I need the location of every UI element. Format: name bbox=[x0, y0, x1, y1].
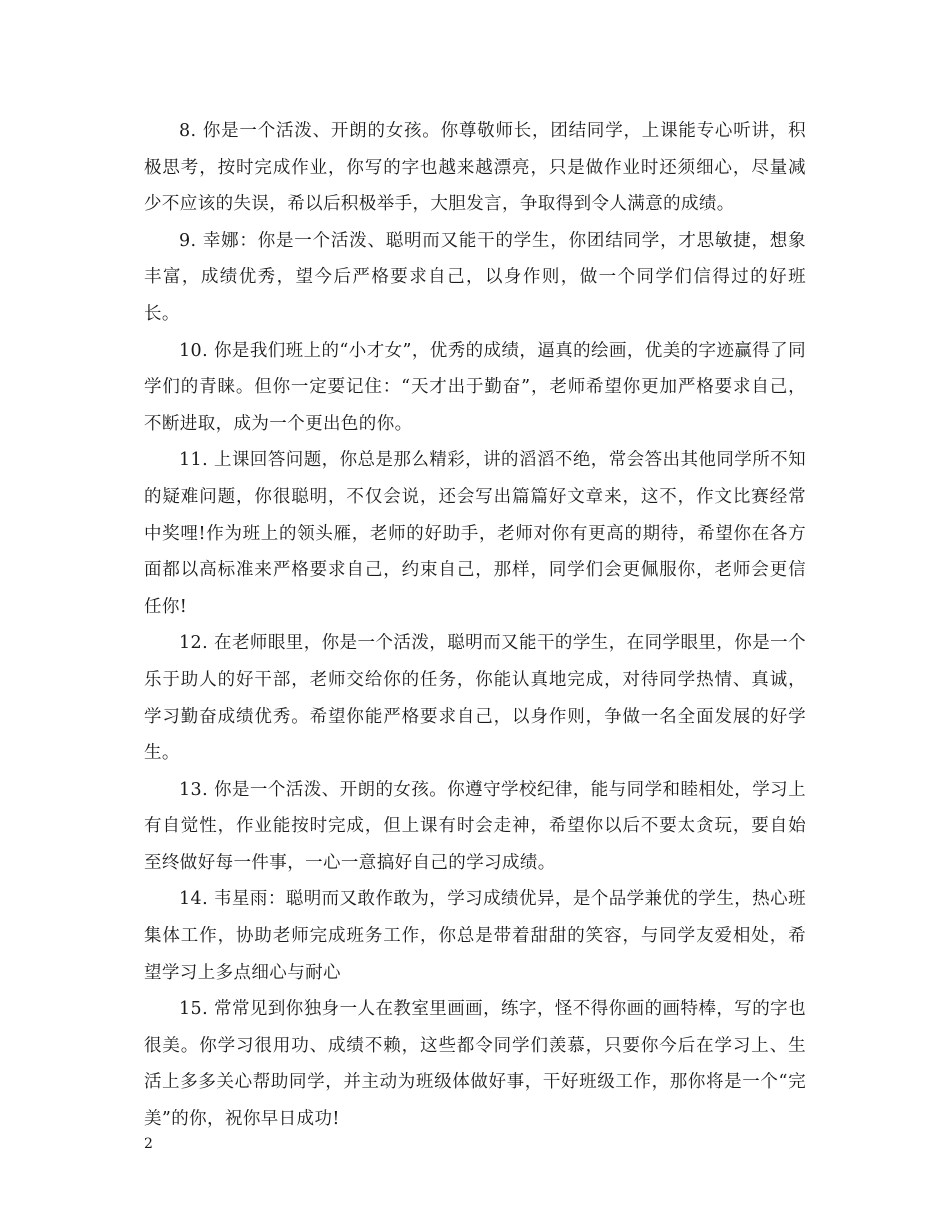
comment-paragraph-15: 15. 常常见到你独身一人在教室里画画，练字，怪不得你画的画特棒，写的字也很美。你学习很用功、成绩不赖，这些都令同学们羡慕，只要你今后在学习上、生活上多多关心帮助同学，并主动为班级体做好事，干好班级工作，那你将是一个“完美”的你，祝你早日成功! bbox=[144, 999, 806, 1130]
comment-paragraph-14: 14. 韦星雨：聪明而又敢作敢为，学习成绩优异，是个品学兼优的学生，热心班集体工作，协助老师完成班务工作，你总是带着甜甜的笑容，与同学友爱相处，希望学习上多点细心与耐心 bbox=[144, 889, 806, 983]
comment-paragraph-12: 12. 在老师眼里，你是一个活泼，聪明而又能干的学生，在同学眼里，你是一个乐于助人的好干部，老师交给你的任务，你能认真地完成，对待同学热情、真诚，学习勤奋成绩优秀。希望你能严格要求自己，以身作则，争做一名全面发展的好学生。 bbox=[144, 633, 806, 764]
comment-paragraph-8: 8. 你是一个活泼、开朗的女孩。你尊敬师长，团结同学，上课能专心听讲，积极思考，按时完成作业，你写的字也越来越漂亮，只是做作业时还须细心，尽量减少不应该的失误，希以后积极举手，大胆发言，争取得到令人满意的成绩。 bbox=[144, 121, 806, 215]
comment-paragraph-13: 13. 你是一个活泼、开朗的女孩。你遵守学校纪律，能与同学和睦相处，学习上有自觉性，作业能按时完成，但上课有时会走神，希望你以后不要太贪玩，要自始至终做好每一件事，一心一意搞好自己的学习成绩。 bbox=[144, 779, 806, 873]
comment-paragraph-10: 10. 你是我们班上的“小才女”，优秀的成绩，逼真的绘画，优美的字迹赢得了同学们的青睐。但你一定要记住：“天才出于勤奋”，老师希望你更加严格要求自己，不断进取，成为一个更出色的你。 bbox=[144, 340, 806, 434]
document-body bbox=[144, 113, 806, 1138]
comment-paragraph-9: 9. 幸娜：你是一个活泼、聪明而又能干的学生，你团结同学，才思敏捷，想象丰富，成绩优秀，望今后严格要求自己，以身作则，做一个同学们信得过的好班长。 bbox=[144, 230, 806, 324]
comment-paragraph-11: 11. 上课回答问题，你总是那么精彩，讲的滔滔不绝，常会答出其他同学所不知的疑难问题，你很聪明，不仅会说，还会写出篇篇好文章来，这不，作文比赛经常中奖哩!作为班上的领头雁，老师的好助手，老师对你有更高的期待，希望你在各方面都以高标准来严格要求自己，约束自己，那样，同学们会更佩服你，老师会更信任你! bbox=[144, 450, 806, 617]
page-number: 2 bbox=[144, 1136, 153, 1152]
